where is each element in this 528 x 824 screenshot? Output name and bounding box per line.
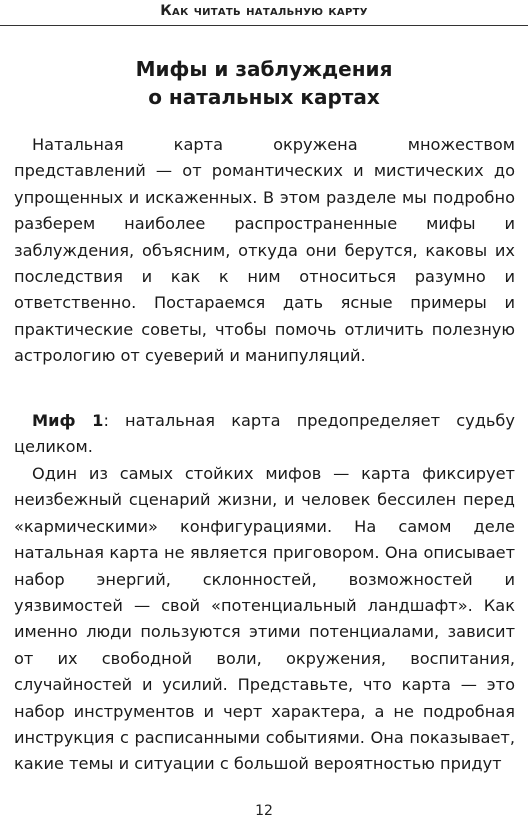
header-rule (0, 25, 528, 26)
page-number: 12 (255, 803, 273, 819)
myth-1-label: Миф 1 (32, 411, 104, 430)
running-head: Как читать натальную карту (160, 3, 368, 19)
intro-paragraph: Натальная карта окружена множеством представлений — от романтических и мистических до упрощенных и искаженных. В этом разделе мы подробно разберем наиболее распространенные мифы и заблуждения, объясним, откуда они берутся, каковы их последствия и как к ним относиться разумно и ответственно. Постараемся дать ясные примеры и практические советы, чтобы помочь отличить полезную астрологию от суеверий и манипуляций. (14, 135, 515, 366)
chapter-title-line-1: Мифы и заблуждения (135, 57, 393, 81)
myth-1-statement: : натальная карта предопределяет судьбу целиком. (14, 411, 515, 457)
chapter-title-line-2: о натальных картах (148, 85, 380, 109)
myth-1-paragraph: Один из самых стойких мифов — карта фиксирует неизбежный сценарий жизни, и человек бессилен перед «кармическими» конфигурациями. На самом деле натальная карта не является приговором. Она описывает набор энергий, склонностей, возможностей и уязвимостей — свой «потенциальный ландшафт». Как именно люди пользуются этими потенциалами, зависит от их свободной воли, окружения, воспитания, случайностей и усилий. Представьте, что карта — это набор инструментов и черт характера, а не подробная инструкция с расписанными событиями. Она показывает, какие темы и ситуации с большой вероятностью придут (14, 464, 515, 774)
chapter-title (0, 55, 528, 111)
myth-1-heading (14, 408, 515, 461)
